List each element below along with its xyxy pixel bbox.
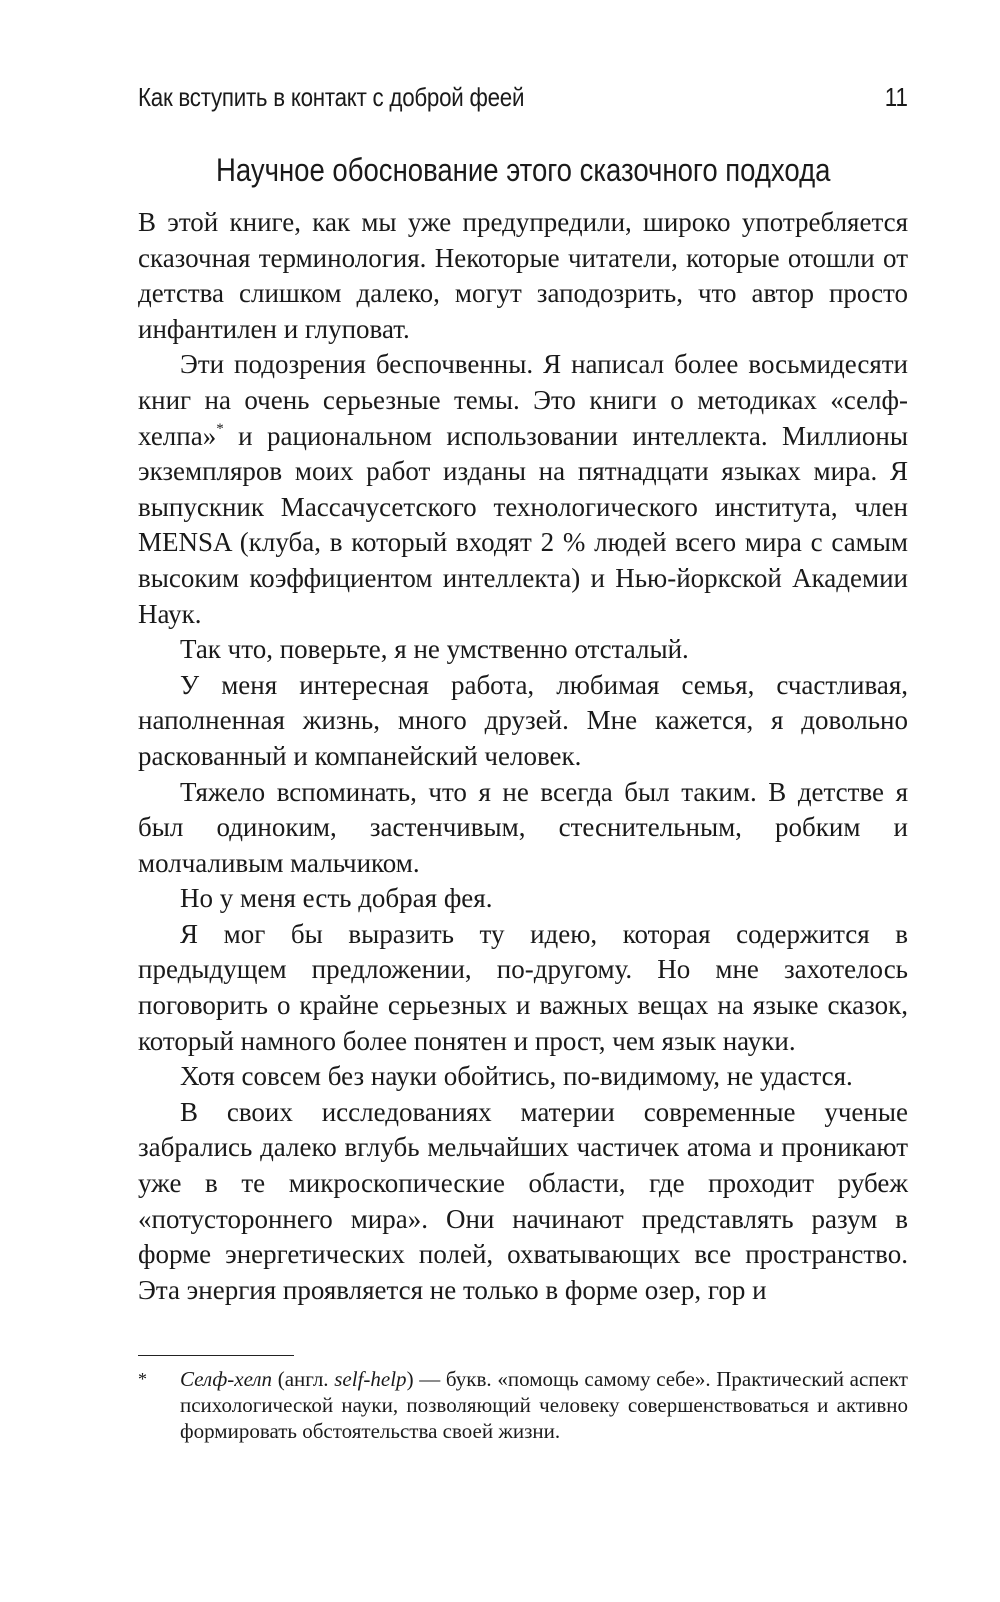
paragraph: В этой книге, как мы уже предупредили, широко употребляется сказочная терминология. Некоторые читатели, которые отошли от детства слишком далеко, могут заподозрить, что автор просто инфантилен и глуповат.: [138, 207, 908, 344]
running-title: Как вступить в контакт с доброй феей: [138, 82, 525, 112]
paragraph: В своих исследованиях материи современные ученые забрались далеко вглубь мельчайших частичек атома и проникают уже в те микроскопические области, где проходит рубеж «потустороннего мира». Они начинают представлять разум в форме энергетических полей, охватывающих все пространство. Эта энергия проявляется не только в форме озер, гор и: [138, 1096, 908, 1305]
footnote-text: [180, 1366, 908, 1444]
paragraph: Так что, поверьте, я не умственно отсталый.: [180, 634, 689, 665]
footnote-marker: *: [138, 1369, 147, 1389]
footnote-lang: (англ.: [272, 1367, 335, 1391]
paragraph: Хотя совсем без науки обойтись, по-видимому, не удастся.: [180, 1061, 853, 1092]
paragraph: У меня интересная работа, любимая семья, счастливая, наполненная жизнь, много друзей. Мне кажется, я довольно раскованный и компанейский человек.: [138, 669, 908, 771]
footnote: [138, 1366, 908, 1444]
paragraph: Я мог бы выразить ту идею, которая содержится в предыдущем предложении, по-другому. Но мне захотелось поговорить о крайне серьезных и важных вещах на языке сказок, который намного более понятен и прост, чем язык науки.: [138, 918, 908, 1056]
paragraph: [138, 347, 908, 632]
self-help-term: «селф-хелпа»: [138, 384, 909, 451]
paragraph: Тяжело вспоминать, что я не всегда был таким. В детстве я был одиноким, застенчивым, стеснительным, робким и молчаливым мальчиком.: [138, 776, 908, 878]
paragraph: Но у меня есть добрая фея.: [180, 883, 493, 914]
page-number: 11: [884, 82, 908, 112]
footnote-definition: ) — букв. «помощь самому себе». Практический аспект психологической науки, позволяющий человеку совершенствоваться и активно формировать обстоятельства своей жизни.: [180, 1367, 908, 1443]
footnote-divider: [138, 1355, 294, 1356]
running-header: [138, 82, 908, 118]
section-title-text: Научное обоснование этого сказочного подхода: [215, 152, 831, 188]
footnote-english-term: self-help: [334, 1367, 407, 1391]
section-title: [138, 152, 908, 189]
footnote-term: Селф-хелп: [180, 1367, 273, 1391]
body-text: [138, 205, 908, 1308]
footnote-reference[interactable]: *: [216, 420, 224, 437]
paragraph-text: Эти подозрения беспочвенны. Я написал более восьмидесяти книг на очень серьезные темы. Это книги о методиках: [138, 349, 908, 415]
paragraph-text: и рациональном использовании интеллекта. Миллионы экземпляров моих работ изданы на пятнадцати языках мира. Я выпускник Массачусетского технологического института, член MENSA (клуба, в который входят 2 % людей всего мира с самым высоким коэффициентом интеллекта) и Нью-йоркской Академии Наук.: [138, 420, 908, 629]
